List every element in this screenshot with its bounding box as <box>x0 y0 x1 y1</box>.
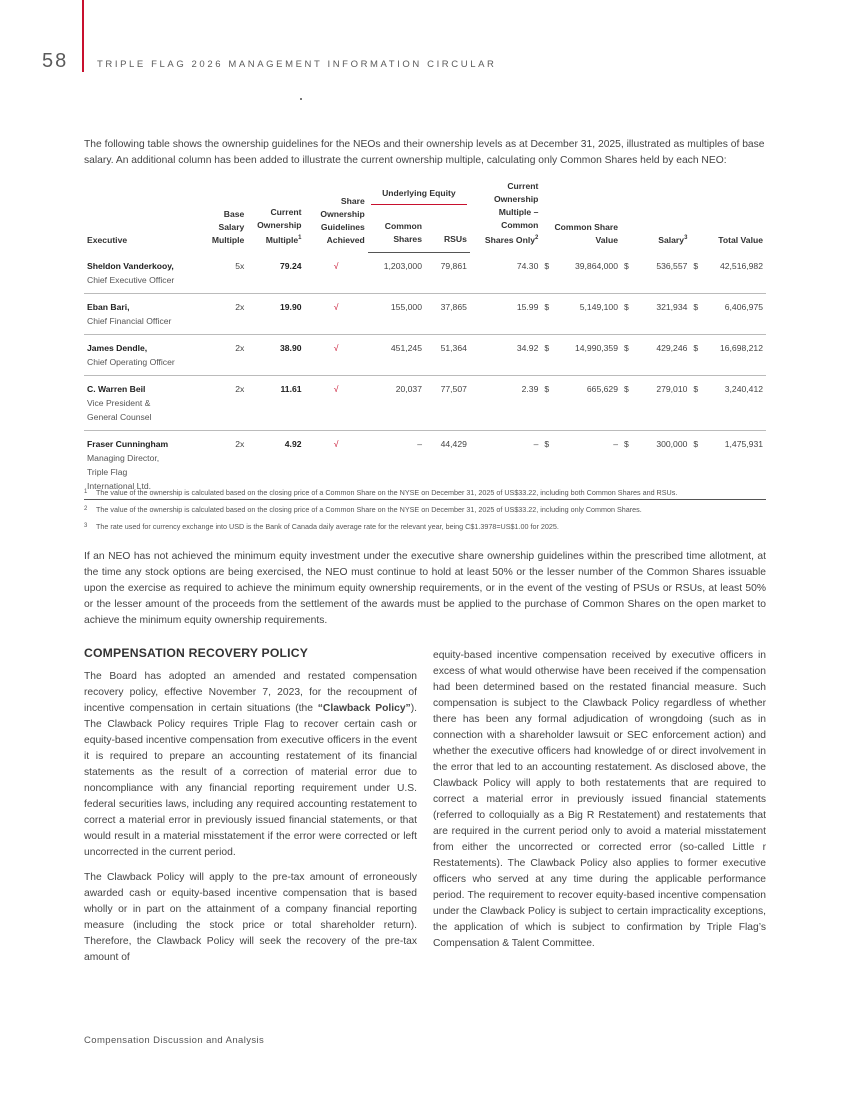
executive-cell: Eban Bari, Chief Financial Officer <box>84 293 204 334</box>
common-only-cell: 15.99 <box>470 293 541 334</box>
common-share-value-cell: $ 14,990,359 <box>541 334 621 375</box>
common-shares-cell: 155,000 <box>368 293 425 334</box>
common-shares-cell: 1,203,000 <box>368 253 425 294</box>
clawback-paragraph-3: equity-based incentive compensation received by executive officers in excess of what would otherwise have been received if the compensation had been determined based on the restated financial measure. Such compensation is subject to the Clawback Policy regardless of whether there has been any formal adjudication of wrongdoing (such as in connection with a shareholder lawsuit or SEC enforcement action) and whether the executive officers had knowledge of or direct involvement in the error that led to an accounting restatement. As disclosed above, the Clawback Policy will apply to both restatements that are required to correct a material error in previously issued financial statements (referred to colloquially as a Big R Restatement) and restatements that are required in the current period only to avoid a material misstatement from either the uncorrected or corrected error (so-called Little r Restatements). The Clawback Policy also applies to former executive officers who served at any time during the applicable performance period. The requirement to recover equity-based incentive compensation under the Clawback Policy is subject to certain impracticality exceptions, the application of which is subject to confirmation by Triple Flag’s Compensation & Talent Committee. <box>433 650 766 949</box>
total-value-cell: $ 3,240,412 <box>690 375 766 430</box>
minimum-equity-paragraph: If an NEO has not achieved the minimum equity investment under the executive share ownership guidelines within the prescribed time allotment, at the time any stock options are being exercised, the NEO must continue to hold at least 50% or the lesser number of the Common Shares issuable upon the exercise as required to achieve the minimum equity ownership requirements, or in the event of the vesting of PSUs or RSUs, at least 50% or the lesser amount of the proceeds from the settlement of the awards must be applied to the purchase of Common Shares on the open market to achieve the minimum equity ownership requirements. <box>84 551 766 626</box>
common-share-value-cell: $ 5,149,100 <box>541 293 621 334</box>
footnote: 1 The value of the ownership is calculated based on the closing price of a Common Share on the NYSE on December 31, 2025 of US$33.22, including both Common Shares and RSUs. <box>84 488 678 497</box>
salary-cell: $ 321,934 <box>621 293 690 334</box>
current-ownership-multiple-cell: 11.61 <box>247 375 304 430</box>
col-rsus: RSUs <box>425 209 470 252</box>
rsus-cell: 77,507 <box>425 375 470 430</box>
salary-cell: $ 429,246 <box>621 334 690 375</box>
current-ownership-multiple-cell: 4.92 <box>247 430 304 499</box>
rsus-cell: 44,429 <box>425 430 470 499</box>
document-title: TRIPLE FLAG 2026 MANAGEMENT INFORMATION CIRCULAR <box>97 59 497 70</box>
current-ownership-multiple-cell: 38.90 <box>247 334 304 375</box>
ownership-table <box>84 180 766 500</box>
rsus-cell: 51,364 <box>425 334 470 375</box>
col-common-share-value: Common Share Value <box>554 221 618 245</box>
total-value-cell: $ 6,406,975 <box>690 293 766 334</box>
guidelines-achieved-check: √ <box>305 253 368 294</box>
col-current-ownership-multiple: Current Ownership Multiple$^1$ <box>257 207 302 245</box>
col-underlying-equity: Underlying Equity <box>368 180 470 209</box>
stray-dot <box>300 98 302 100</box>
salary-cell: $ 300,000 <box>621 430 690 499</box>
base-salary-multiple-cell: 2x <box>204 430 247 499</box>
guidelines-achieved-check: √ <box>305 293 368 334</box>
page-footer: Compensation Discussion and Analysis <box>84 1035 265 1046</box>
current-ownership-multiple-cell: 79.24 <box>247 253 304 294</box>
col-guidelines-achieved: Share Ownership Guidelines Achieved <box>320 195 365 245</box>
clawback-paragraph-2: The Clawback Policy will apply to the pre-tax amount of erroneously awarded cash or equity-based incentive compensation that is based wholly or in part on the attainment of a company financial reporting measure (including the stock price or total shareholder return). Therefore, the Clawback Policy will seek the recovery of the pre-tax amount of <box>84 872 417 963</box>
common-share-value-cell: $ – <box>541 430 621 499</box>
executive-cell: Fraser Cunningham Managing Director, Triple Flag International Ltd. <box>84 430 204 499</box>
common-shares-cell: 451,245 <box>368 334 425 375</box>
col-common-shares: Common Shares <box>368 209 425 252</box>
table-row <box>84 334 766 375</box>
right-column <box>433 648 766 961</box>
common-shares-cell: – <box>368 430 425 499</box>
section-heading: COMPENSATION RECOVERY POLICY <box>84 646 309 660</box>
common-only-cell: – <box>470 430 541 499</box>
executive-cell: Sheldon Vanderkooy, Chief Executive Officer <box>84 253 204 294</box>
common-only-cell: 74.30 <box>470 253 541 294</box>
total-value-cell: $ 1,475,931 <box>690 430 766 499</box>
footnotes <box>84 487 766 538</box>
guidelines-achieved-check: √ <box>305 375 368 430</box>
guidelines-achieved-check: √ <box>305 334 368 375</box>
table-row <box>84 253 766 294</box>
col-base-salary-multiple: Base Salary Multiple <box>211 208 245 245</box>
base-salary-multiple-cell: 5x <box>204 253 247 294</box>
table-row <box>84 375 766 430</box>
table-row <box>84 293 766 334</box>
common-only-cell: 2.39 <box>470 375 541 430</box>
base-salary-multiple-cell: 2x <box>204 375 247 430</box>
rsus-cell: 37,865 <box>425 293 470 334</box>
footnote: 2 The value of the ownership is calculated based on the closing price of a Common Share on the NYSE on December 31, 2025 of US$33.22, including only Common Shares. <box>84 505 642 514</box>
total-value-cell: $ 16,698,212 <box>690 334 766 375</box>
page-number: 58 <box>42 50 69 72</box>
common-share-value-cell: $ 665,629 <box>541 375 621 430</box>
common-share-value-cell: $ 39,864,000 <box>541 253 621 294</box>
executive-cell: James Dendle, Chief Operating Officer <box>84 334 204 375</box>
base-salary-multiple-cell: 2x <box>204 334 247 375</box>
footnote: 3 The rate used for currency exchange into USD is the Bank of Canada daily average rate for the relevant year, being C$1.3978=US$1.00 for 2025. <box>84 522 559 531</box>
col-total-value: Total Value <box>718 234 763 245</box>
total-value-cell: $ 42,516,982 <box>690 253 766 294</box>
common-shares-cell: 20,037 <box>368 375 425 430</box>
left-column <box>84 645 417 975</box>
clawback-paragraph-1: The Board has adopted an amended and restated compensation recovery policy, effective November 7, 2023, for the recoupment of incentive compensation in certain situations (the “Clawback Policy”). The Clawback Policy requires Triple Flag to recover certain cash or equity-based incentive compensation from executive officers in the event it is required to prepare an accounting restatement of its financial statements as the result of a correction of material error due to noncompliance with any financial reporting requirement under U.S. federal securities laws, including any required accounting restatement to correct a material error in previously issued financial statements, or that would result in a material misstatement if the error were corrected or left uncorrected in the current period. <box>84 671 418 858</box>
current-ownership-multiple-cell: 19.90 <box>247 293 304 334</box>
salary-cell: $ 536,557 <box>621 253 690 294</box>
base-salary-multiple-cell: 2x <box>204 293 247 334</box>
guidelines-achieved-check: √ <box>305 430 368 499</box>
table-intro: The following table shows the ownership guidelines for the NEOs and their ownership levels as at December 31, 2025, illustrated as multiples of base salary. An additional column has been added to illustrate the current ownership multiple, calculating only Common Shares held by each NEO: <box>84 139 765 166</box>
col-salary: Salary$^3$ <box>658 234 688 245</box>
common-only-cell: 34.92 <box>470 334 541 375</box>
rsus-cell: 79,861 <box>425 253 470 294</box>
salary-cell: $ 279,010 <box>621 375 690 430</box>
col-executive: Executive <box>87 234 128 245</box>
executive-cell: C. Warren Beil Vice President & General Counsel <box>84 375 204 430</box>
header-accent-line <box>82 0 84 72</box>
col-common-only: Current Ownership Multiple – Common Shares Only$^2$ <box>484 181 539 245</box>
